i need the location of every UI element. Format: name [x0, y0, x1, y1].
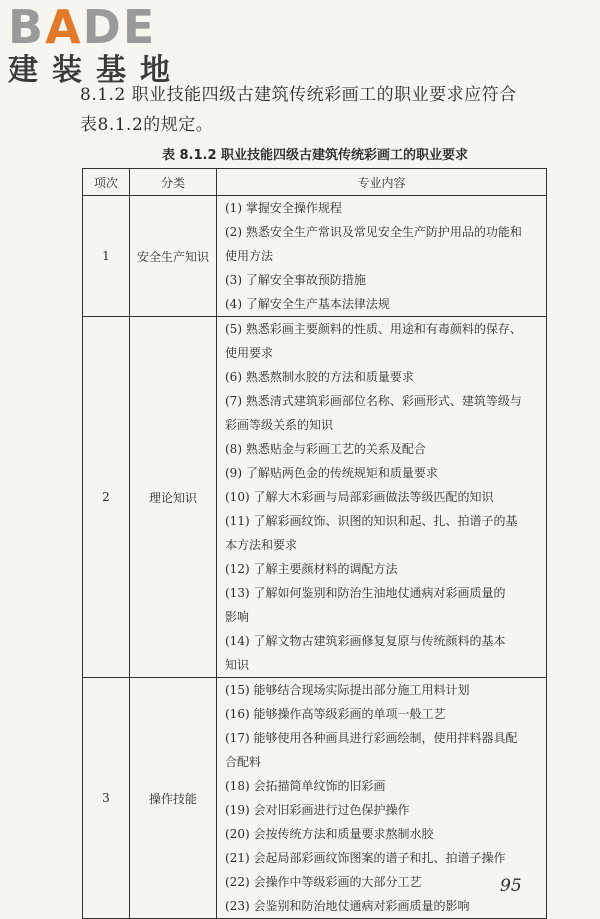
- content-line: (1) 掌握安全操作规程: [225, 201, 342, 215]
- header-content: 专业内容: [217, 169, 547, 196]
- content-line: (12) 了解主要颜材料的调配方法: [225, 562, 398, 576]
- content-line: (6) 熟悉熬制水胶的方法和质量要求: [225, 370, 414, 384]
- content-line: 本方法和要求: [225, 538, 298, 552]
- content-line: (13) 了解如何鉴别和防治生油地仗通病对彩画质量的: [225, 586, 506, 600]
- row-number: 3: [83, 678, 130, 919]
- content-line: (8) 熟悉贴金与彩画工艺的关系及配合: [225, 442, 426, 456]
- header-category: 分类: [130, 169, 217, 196]
- row-category: 操作技能: [130, 678, 217, 919]
- content-line: (20) 会按传统方法和质量要求熬制水胶: [225, 827, 434, 841]
- table-title: 表 8.1.2 职业技能四级古建筑传统彩画工的职业要求: [161, 148, 469, 163]
- clause-line-2: 表8.1.2的规定。: [80, 115, 214, 135]
- row-number: 1: [83, 196, 130, 317]
- clause-line-1: 8.1.2 职业技能四级古建筑传统彩画工的职业要求应符合: [80, 85, 517, 105]
- content-line: 彩画等级关系的知识: [225, 418, 334, 432]
- content-line: (2) 熟悉安全生产常识及常见安全生产防护用品的功能和: [225, 225, 522, 239]
- page-number: 95: [500, 876, 522, 896]
- content-line: (5) 熟悉彩画主要颜料的性质、用途和有毒颜料的保存、: [225, 322, 522, 336]
- content-line: (22) 会操作中等级彩画的大部分工艺: [225, 875, 422, 889]
- table-row: [83, 317, 547, 678]
- requirements-table: [82, 168, 547, 919]
- content-line: 知识: [225, 658, 250, 672]
- content-line: (11) 了解彩画纹饰、识图的知识和起、扎、拍谱子的基: [225, 514, 518, 528]
- content-line: (16) 能够操作高等级彩画的单项一般工艺: [225, 707, 446, 721]
- content-line: (7) 熟悉清式建筑彩画部位名称、彩画形式、建筑等级与: [225, 394, 522, 408]
- logo-subtitle: 建装基地: [8, 53, 184, 88]
- row-category: 理论知识: [130, 317, 217, 678]
- clause-paragraph: [80, 80, 550, 140]
- row-number: 2: [83, 317, 130, 678]
- content-line: (10) 了解大木彩画与局部彩画做法等级匹配的知识: [225, 490, 494, 504]
- content-line: (21) 会起局部彩画纹饰图案的谱子和扎、拍谱子操作: [225, 851, 506, 865]
- logo-wordmark: BADE: [8, 0, 157, 54]
- content-line: 使用要求: [225, 346, 274, 360]
- row-content: [217, 317, 547, 678]
- content-line: (9) 了解贴两色金的传统规矩和质量要求: [225, 466, 438, 480]
- content-line: 使用方法: [225, 249, 274, 263]
- content-line: (23) 会鉴别和防治地仗通病对彩画质量的影响: [225, 899, 470, 913]
- bade-logo: [8, 2, 184, 88]
- table-header-row: [83, 169, 547, 196]
- content-line: (18) 会拓描简单纹饰的旧彩画: [225, 779, 386, 793]
- row-category: 安全生产知识: [130, 196, 217, 317]
- table-row: [83, 196, 547, 317]
- row-content: [217, 196, 547, 317]
- content-line: (15) 能够结合现场实际提出部分施工用料计划: [225, 683, 470, 697]
- content-line: (4) 了解安全生产基本法律法规: [225, 297, 390, 311]
- content-line: (17) 能够使用各种画具进行彩画绘制，使用拌料器具配: [225, 731, 518, 745]
- content-line: 影响: [225, 610, 250, 624]
- content-line: (19) 会对旧彩画进行过色保护操作: [225, 803, 410, 817]
- content-line: (14) 了解文物古建筑彩画修复复原与传统颜料的基本: [225, 634, 506, 648]
- header-item-no: 项次: [83, 169, 130, 196]
- content-line: 合配料: [225, 755, 262, 769]
- row-content: [217, 678, 547, 919]
- table-row: [83, 678, 547, 919]
- content-line: (3) 了解安全事故预防措施: [225, 273, 366, 287]
